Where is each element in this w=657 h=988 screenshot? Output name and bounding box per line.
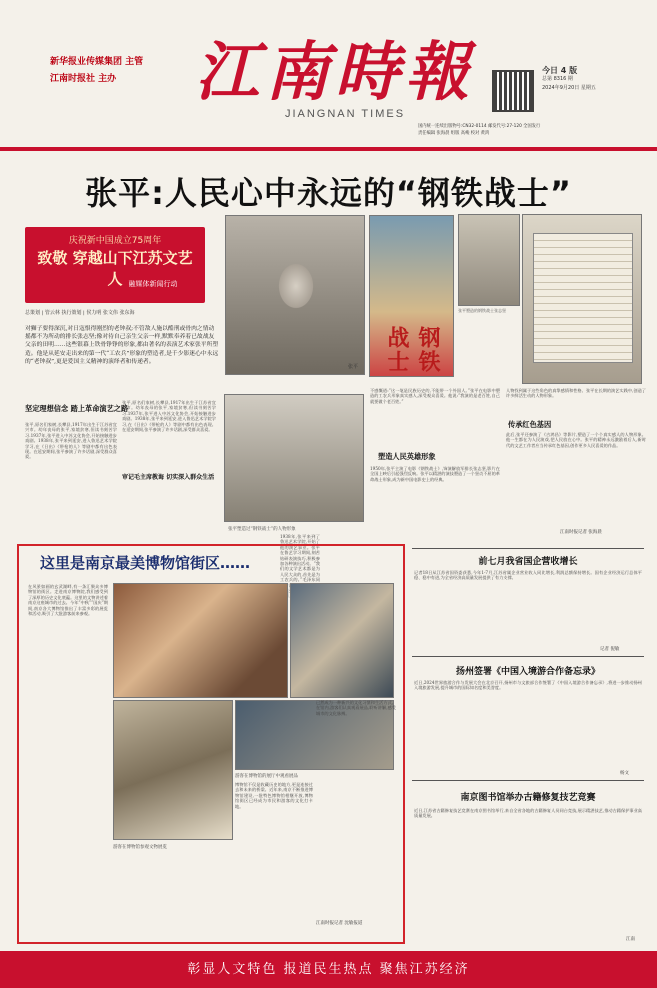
museum-caption-2: 游客在博物馆参观文物展览 bbox=[113, 845, 167, 850]
feature-title[interactable]: 这里是南京最美博物馆街区…… bbox=[40, 554, 251, 572]
museum-caption-1: 游客在博物馆的展厅中观看展品 bbox=[235, 774, 298, 779]
document-page bbox=[533, 233, 633, 363]
news-title-3[interactable]: 南京图书馆举办古籍修复技艺竞赛 bbox=[460, 793, 596, 803]
publisher-line-2: 江南时报社 主办 bbox=[50, 74, 117, 84]
newspaper-title-en: JIANGNAN TIMES bbox=[284, 108, 406, 120]
feature-body-3: 已然成为一种新兴的文化习惯和生活方式。在馆内,游客们认真观看展品,聆听讲解,感受城市的文化脉搏。 bbox=[316, 700, 396, 716]
top-article-credit: 江南时报记者 张海晨 bbox=[560, 530, 602, 535]
banner-line-1: 庆祝新中国成立75周年 bbox=[68, 236, 162, 246]
news-title-1[interactable]: 前七月我省国企营收增长 bbox=[478, 557, 578, 567]
right-subhead-2: 传承红色基因 bbox=[508, 420, 552, 429]
news-body-3: 近日,江苏省古籍修复技艺竞赛在南京图书馆举行,来自全省各地的古籍修复人员同台竞技,展示精湛技艺,推动古籍保护事业高质量发展。 bbox=[414, 808, 642, 819]
issue-page-count: 今日 4 版 bbox=[542, 66, 578, 75]
mid-snippet: 1938年,张平来到了鲁迅艺术学院,开始了他的演艺事业。张平在鲁艺学习期间,刻苦钻研表演技巧,积极参加各种演出活动。“我们的文学艺术都是为人民大众的,首先是为工农兵的。”毛泽东同 的讲 识到 深入 bbox=[280, 534, 320, 599]
group-photo bbox=[224, 394, 364, 522]
left-body-col2: 张平,原名们家树,长攀县,1917年出生于江苏省宜兴市。幼年丧母的张平,家境贫寒,但读书刻苦学习.1937年,张平进入中苏文化协会,开始接触进步戏剧。1938年,张平来到延安,进入鲁迅艺术学院学习,在《日出》《带枪的人》等剧中都有出色表现。在延安期间,张平参演了许多话剧,深受群众喜爱。 bbox=[122, 400, 216, 433]
right-body-3: 人物找到属于这些角色的真挚感情和性格。张平在长期的演艺实践中,创造了许多鲜活生动的人物形象。 bbox=[506, 388, 646, 399]
right-body-4: 此后,张平还参演了《吉鸿昌》等影片,塑造了一个个真实感人的人物形象。他一生都在为人民演戏,把人民放在心中。张平的精神永远激励着后人,新时代的文艺工作者应当传承红色基因,创作更多人民喜爱的作品。 bbox=[506, 432, 646, 448]
poster-title: 钢铁战士 bbox=[384, 326, 441, 374]
publisher-line-1: 新华报业传媒集团 主管 bbox=[50, 57, 144, 67]
museum-photo-1 bbox=[113, 583, 288, 698]
banner-line-2: 致敬 穿越山下江苏文艺人 bbox=[37, 249, 193, 288]
editor-credits: 责任编辑 张海晨 组版 高峻 校对 黄鸿 bbox=[418, 131, 490, 136]
portrait-caption: 张平 bbox=[347, 364, 358, 370]
news-body-1: 记者18日从江苏省国资委获悉,今年1-7月,江苏省属企业营业收入同比增长,利润总额保持增长。国有企业经济运行总体平稳、稳中有进,为全省经济高质量发展提供了有力支撑。 bbox=[414, 570, 642, 581]
portrait-photo bbox=[225, 215, 365, 375]
right-subhead-1: 塑造人民英雄形象 bbox=[378, 452, 436, 461]
museum-photo-2 bbox=[290, 583, 394, 698]
news-credit-3: 江南 bbox=[626, 937, 635, 942]
issue-info bbox=[542, 66, 642, 93]
still-caption: 张平塑造的钢铁战士张志坚 bbox=[458, 308, 506, 313]
main-headline[interactable]: 张平:人民心中永远的“钢铁战士” bbox=[85, 174, 572, 212]
news-title-2[interactable]: 扬州签署《中国入境游合作备忘录》 bbox=[455, 667, 600, 677]
masthead-divider bbox=[0, 147, 657, 151]
document-photo bbox=[522, 214, 642, 384]
banner-line-3: 融媒体新闻行动 bbox=[128, 280, 178, 288]
left-body-col1: 张平,原名们家树,长攀县,1917年出生于江苏省宜兴市。幼年丧母的张平,家境贫寒,但读书刻苦学习.1937年,张平进入中苏文化协会,开始接触进步戏剧。1938年,张平来到延安,进入鲁迅艺术学院学习,在《日出》《带枪的人》等剧中都有出色表现。在延安期间,张平参演了许多话剧,深受群众喜爱。 bbox=[25, 422, 117, 460]
right-body-2: 1950年,张平主演了电影《钢铁战士》,饰演解放军排长张志坚,影片在全国上映后引起强烈反响。张平以精湛的演技塑造了一个坚贞不屈的革命战士形象,成为新中国电影史上的经典。 bbox=[370, 466, 500, 482]
right-body-1: 不感慨道:“这一笔是民族历史的,不能带一个外国人。”张平在电影中塑造的工农兵形象真实感人,深受观众喜爱。他说:“我演的是老百姓,自己就要做个老百姓。” bbox=[370, 388, 500, 404]
right-news-divider-3 bbox=[412, 780, 644, 781]
group-photo-caption: 张平塑造过“钢铁战士”的人物形象 bbox=[228, 527, 296, 532]
lead-paragraph: 对狮子要得深沉,对日寇恨得刚烈的老钟叔;不管敌人施以酷刑或骨肉之情动摇都不为所动的排长张志坚;像对待自己亲生父亲一样,默默奉养着已故战友父亲的田明……这些银幕上铁骨铮铮的形象,都由著名的表演艺术家张平所塑造。他是从延安走出来的第一代“工农兵”形象的塑造者,是千少影迷心中永远的“老钟叔”,更是爱国主义精神的演绎者和传递者。 bbox=[25, 326, 219, 365]
feature-credit: 江南时报记者 沈敏报道 bbox=[316, 921, 363, 926]
museum-photo-3 bbox=[113, 700, 233, 840]
publisher-logo bbox=[50, 54, 180, 90]
footer-slogan: 彰显人文特色 报道民生热点 聚焦江苏经济 bbox=[187, 962, 470, 977]
issue-date: 2024年9月20日 星期五 bbox=[542, 85, 596, 91]
film-poster bbox=[369, 215, 454, 377]
news-credit-2: 杨文 bbox=[620, 771, 629, 776]
newspaper-title: 江南時報 bbox=[195, 35, 475, 110]
mid-subhead: 审记毛主席教诲 切实深入群众生活 bbox=[122, 474, 215, 481]
issue-total: 总第 8316 期 bbox=[542, 76, 573, 82]
news-credit-1: 记者 倪敏 bbox=[600, 647, 620, 652]
still-photo bbox=[458, 214, 520, 306]
planning-credits: 总策划 | 管云林 执行策划 | 侯力明 张文伟 张东海 bbox=[25, 310, 135, 316]
campaign-banner bbox=[25, 227, 205, 303]
qr-code-icon[interactable] bbox=[492, 70, 534, 112]
news-body-2: 近日,2024世界旅游合作与发展大会在北京召开,扬州市与文旅部合作签署了《中国入境游合作备忘录》,将进一步推动扬州入境旅游发展,提升城市的国际知名度和美誉度。 bbox=[414, 680, 642, 691]
right-news-divider-2 bbox=[412, 656, 644, 657]
feature-body-1: 在风景如画的玄武湖畔,有一条汇聚众多博物馆的街区。走进南京博物院,我们感受到了深厚的历史文化底蕴。这里的文物讲述着南京这座城市的过去。今年“中秋”“国庆”期间,南京各大博物馆推出了丰富多彩的展览和活动,吸引了大批游客前来参观。 bbox=[28, 584, 108, 617]
publication-number: 国内统一连续出版物号:CN32-0114 邮发代号:27-120 全国发行 bbox=[418, 124, 541, 129]
feature-body-2: 博物馆不仅是收藏历史的地方,更是连接过去和未来的桥梁。近年来,南京不断推进博物馆建设,一批特色博物馆相继开放,博物馆街区已经成为市民和游客的文化打卡地。 bbox=[235, 782, 313, 809]
publication-info bbox=[418, 123, 643, 137]
left-subhead: 坚定理想信念 踏上革命演艺之路 bbox=[25, 404, 129, 413]
right-news-divider-1 bbox=[412, 548, 644, 549]
